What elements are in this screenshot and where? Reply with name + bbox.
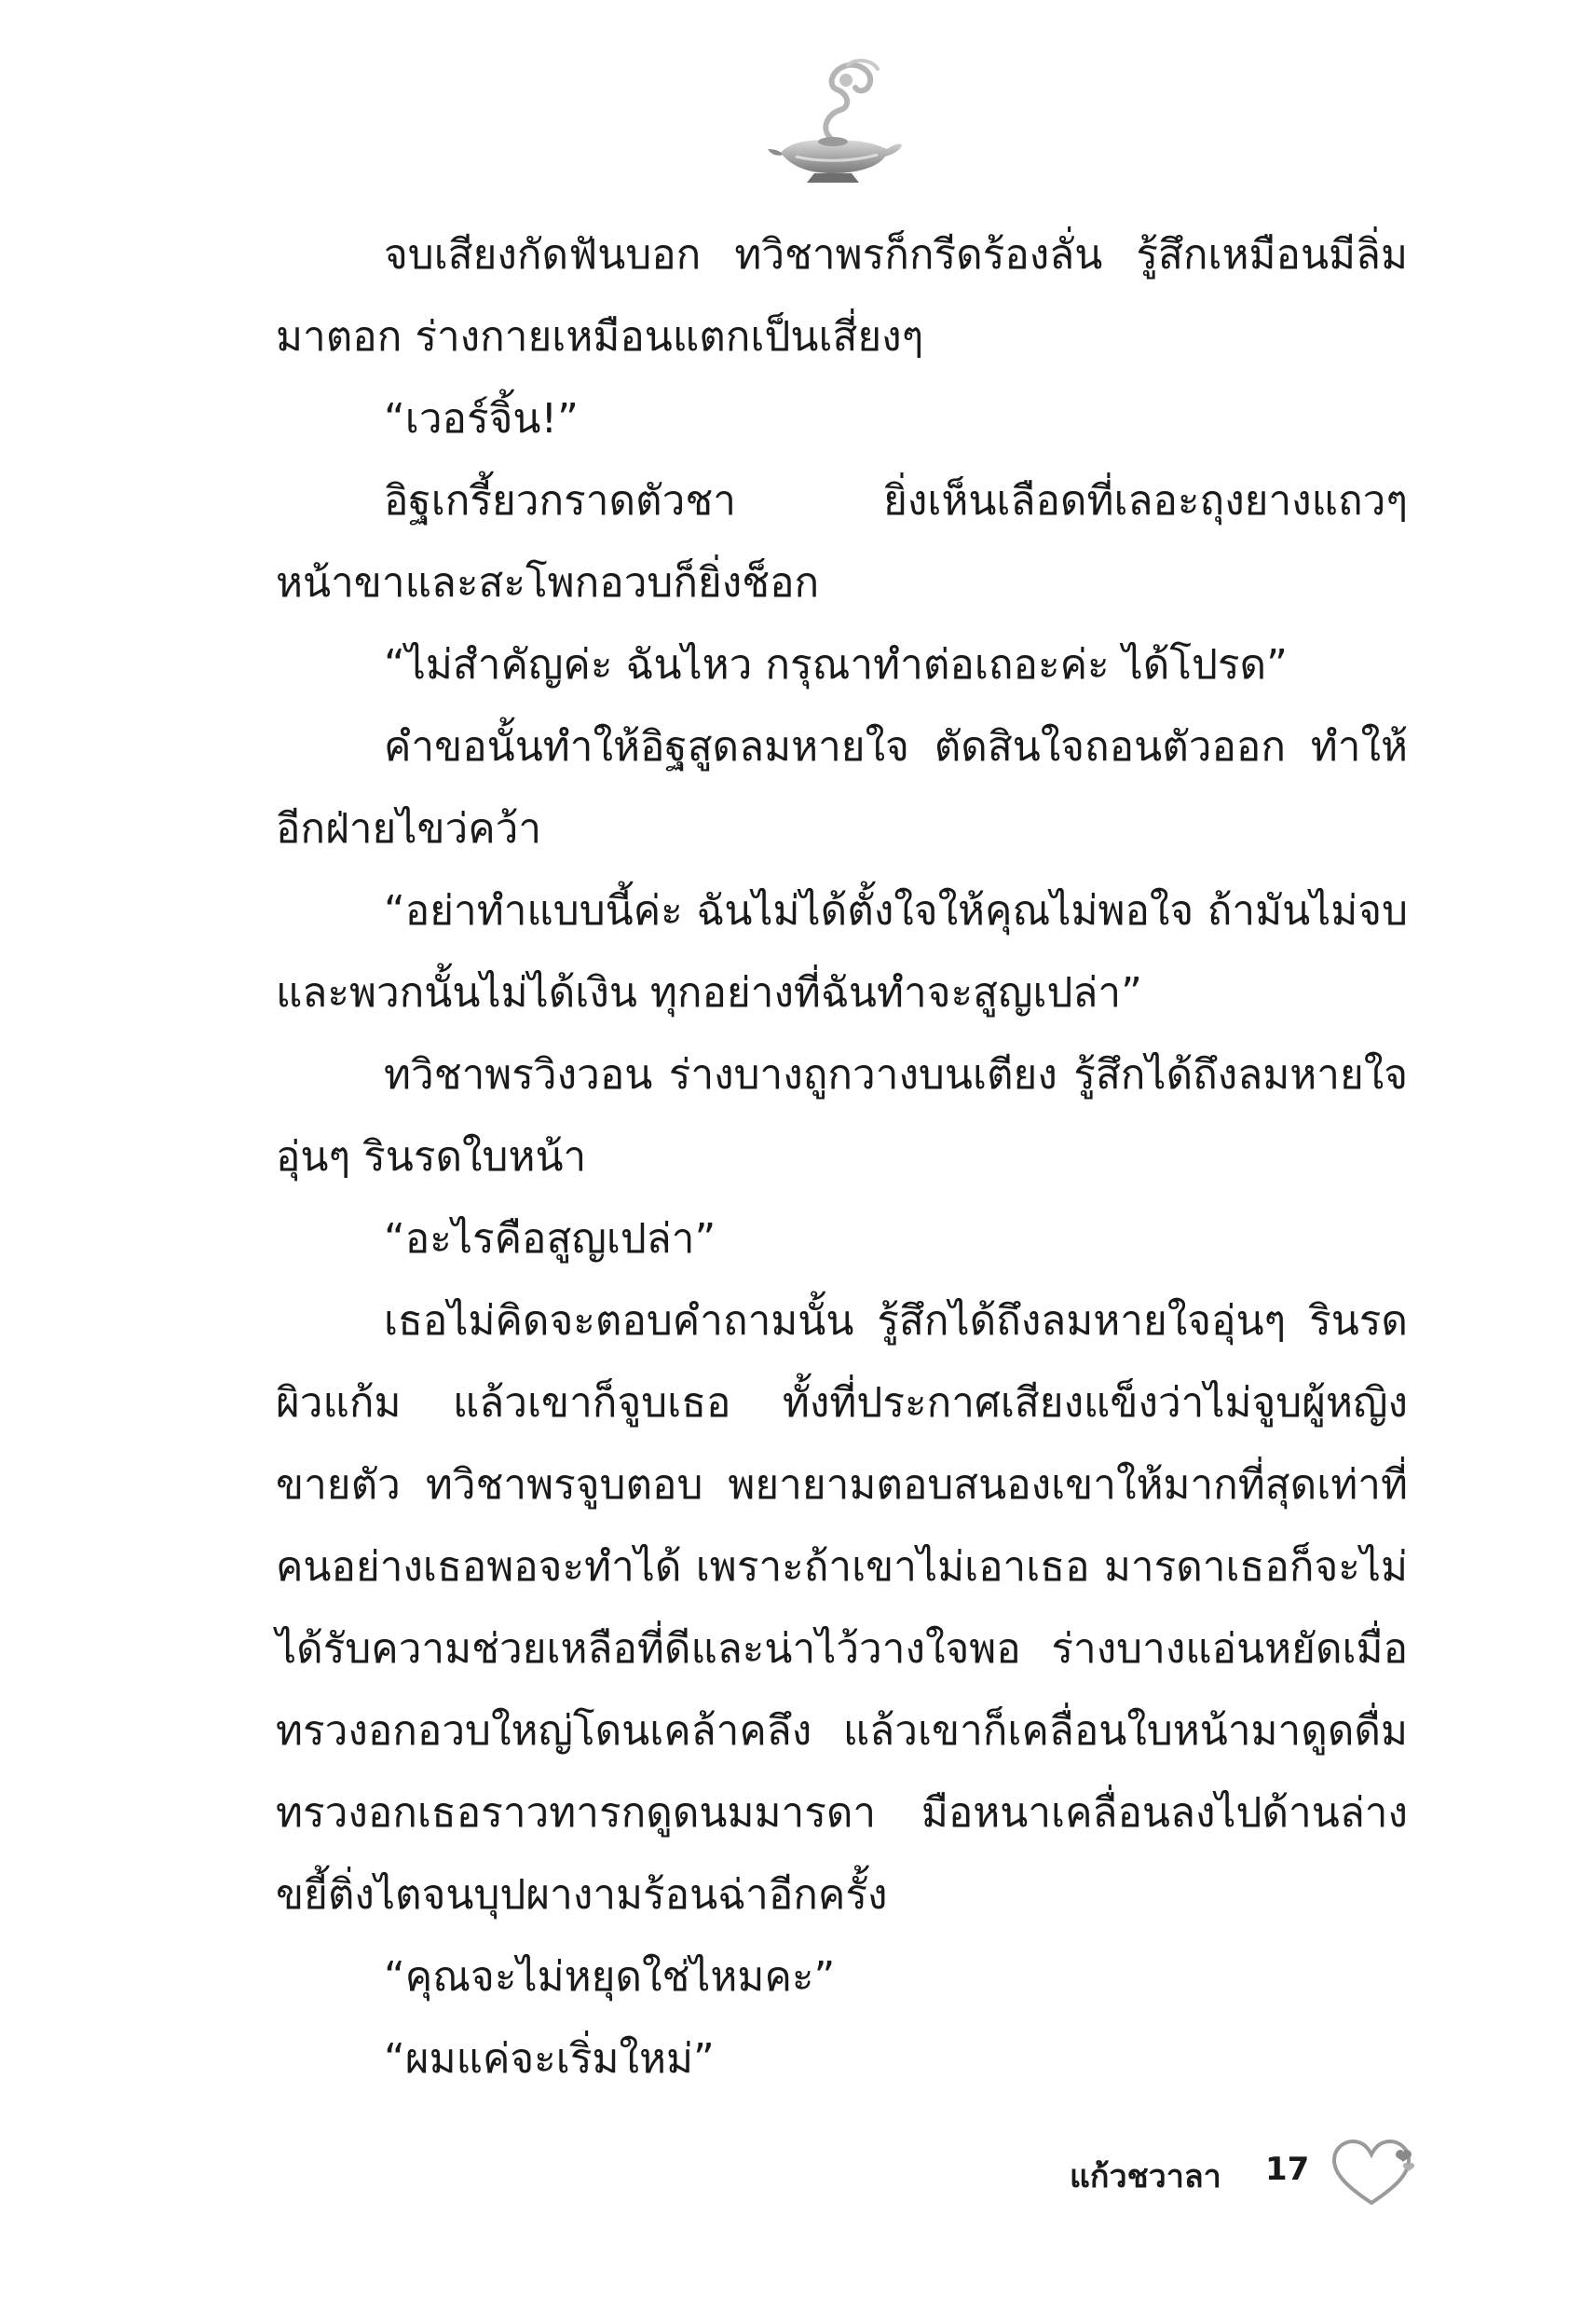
hearts-icon xyxy=(1330,2138,1416,2208)
paragraph: คำขอนั้นทำให้อิฐสูดลมหายใจ ตัดสินใจถอนตัวออก ทำให้อีกฝ่ายไขว่คว้า xyxy=(276,723,1408,853)
genie-lamp-icon xyxy=(762,56,902,186)
paragraph: จบเสียงกัดฟันบอก ทวิชาพรก็กรีดร้องลั่น รู้สึกเหมือนมีลิ่มมาตอก ร่างกายเหมือนแตกเป็นเสี่ยงๆ xyxy=(276,231,1408,361)
dialogue-line: “อะไรคือสูญเปล่า” xyxy=(384,1215,716,1263)
page-footer xyxy=(0,2134,1596,2208)
dialogue-line: “อย่าทำแบบนี้ค่ะ ฉันไม่ได้ตั้งใจให้คุณไม่พอใจ ถ้ามันไม่จบและพวกนั้นไม่ได้เงิน ทุกอย่างที่ฉันทำจะสูญเปล่า” xyxy=(276,887,1408,1017)
book-title: แก้วชวาลา xyxy=(1070,2158,1221,2195)
page-body xyxy=(276,214,1408,2100)
paragraph: เธอไม่คิดจะตอบคำถามนั้น รู้สึกได้ถึงลมหายใจอุ่นๆ รินรดผิวแก้ม แล้วเขาก็จูบเธอ ทั้งที่ประกาศเสียงแข็งว่าไม่จูบผู้หญิงขายตัว ทวิชาพรจูบตอบ พยายามตอบสนองเขาให้มากที่สุดเท่าที่คนอย่างเธอพอจะทำได้ เพราะถ้าเขาไม่เอาเธอ มารดาเธอก็จะไม่ได้รับความช่วยเหลือที่ดีและน่าไว้วางใจพอ ร่างบางแอ่นหยัดเมื่อทรวงอกอวบใหญ่โดนเคล้าคลึง แล้วเขาก็เคลื่อนใบหน้ามาดูดดื่มทรวงอกเธอราวทารกดูดนมมารดา มือหนาเคลื่อนลงไปด้านล่าง ขยี้ติ่งไตจนบุปผางามร้อนฉ่าอีกครั้ง xyxy=(276,1297,1408,1919)
paragraph: อิฐเกรี้ยวกราดตัวชา ยิ่งเห็นเลือดที่เลอะถุงยางแถวๆ หน้าขาและสะโพกอวบก็ยิ่งช็อก xyxy=(276,477,1408,607)
page-number: 17 xyxy=(1265,2151,1310,2188)
dialogue-line: “ไม่สำคัญค่ะ ฉันไหว กรุณาทำต่อเถอะค่ะ ได้โปรด” xyxy=(384,641,1288,689)
dialogue-line: “ผมแค่จะเริ่มใหม่” xyxy=(384,2035,715,2083)
dialogue-line: “คุณจะไม่หยุดใช่ไหมคะ” xyxy=(384,1953,836,2001)
paragraph: ทวิชาพรวิงวอน ร่างบางถูกวางบนเตียง รู้สึกได้ถึงลมหายใจอุ่นๆ รินรดใบหน้า xyxy=(276,1051,1408,1181)
dialogue-line: “เวอร์จิ้น!” xyxy=(384,395,579,443)
